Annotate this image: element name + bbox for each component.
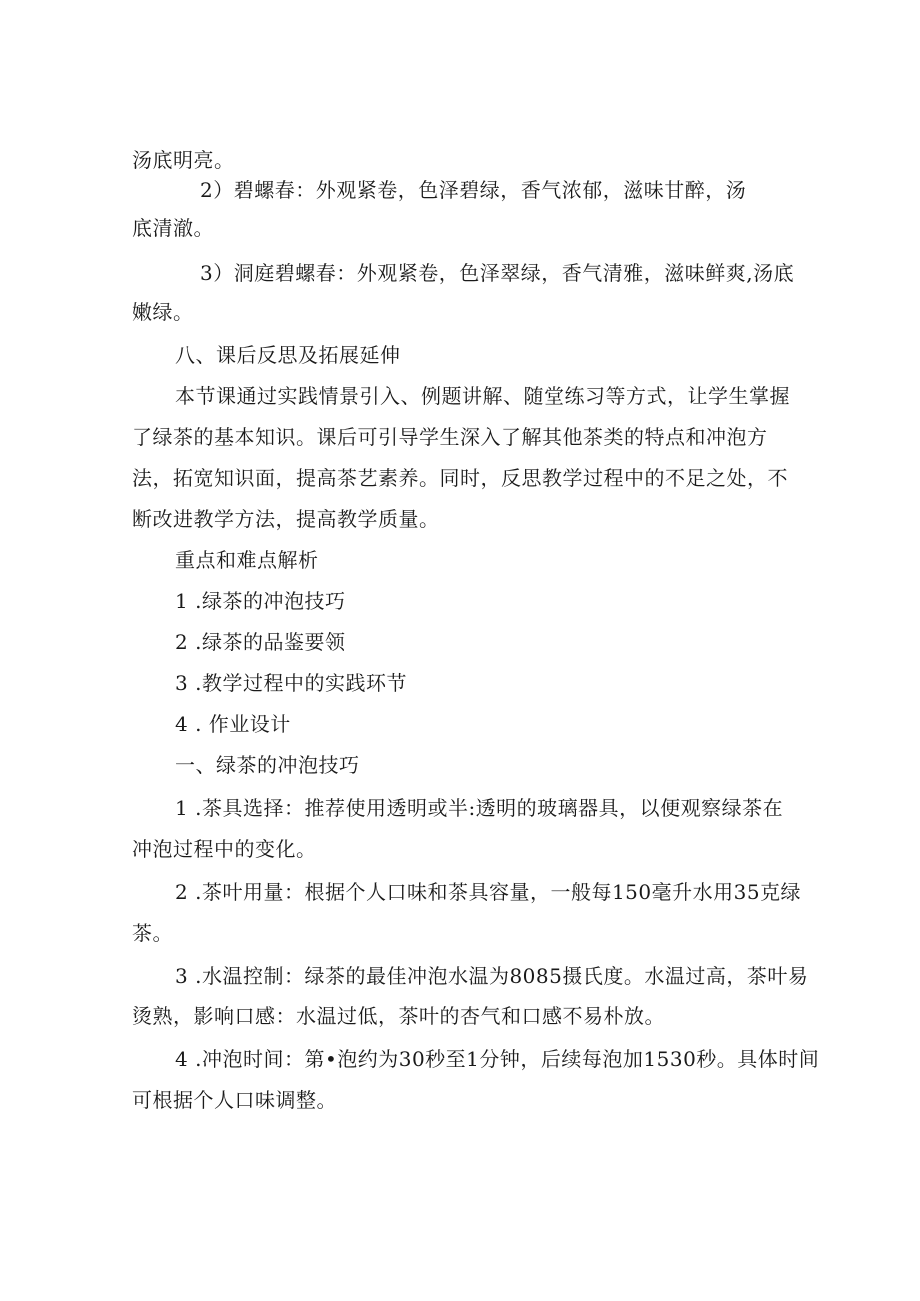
text-line: 法，拓宽知识面，提高茶艺素养。同时，反思教学过程中的不足之处，不 <box>132 466 788 490</box>
section-heading: 八、课后反思及拓展延伸 <box>175 343 401 367</box>
text-line: 可根据个人口味调整。 <box>132 1088 337 1112</box>
text-line: 汤底明亮。 <box>132 148 235 172</box>
text-line: 底清澈。 <box>132 216 214 240</box>
text-line: 茶。 <box>132 921 173 945</box>
list-item: 2 .绿茶的品鉴要领 <box>175 630 346 654</box>
text-line: 2）碧螺春：外观紧卷，色泽碧绿，香气浓郁，滋味甘醉，汤 <box>200 178 747 202</box>
text-line: 4 .冲泡时间：第•泡约为30秒至1分钟，后续每泡加1530秒。具体时间 <box>175 1047 820 1071</box>
text-line: 了绿茶的基本知识。课后可引导学生深入了解其他茶类的特点和冲泡方 <box>132 425 768 449</box>
text-line: 3 .水温控制：绿茶的最佳冲泡水温为8085摄氏度。水温过高，茶叶易 <box>175 964 809 988</box>
list-item: 4 . 作业设计 <box>175 712 291 736</box>
text-line: 断改进教学方法，提高教学质量。 <box>132 507 440 531</box>
text-line: 本节课通过实践情景引入、例题讲解、随堂练习等方式，让学生掌握 <box>175 384 790 408</box>
section-heading: 重点和难点解析 <box>175 548 319 572</box>
list-item: 1 .绿茶的冲泡技巧 <box>175 589 346 613</box>
text-line: 烫熟，影响口感：水温过低，茶叶的杏气和口感不易朴放。 <box>132 1004 665 1028</box>
list-item: 3 .教学过程中的实践环节 <box>175 671 407 695</box>
text-line: 2 .茶叶用量：根据个人口味和茶具容量，一般每150毫升水用35克绿 <box>175 880 802 904</box>
text-line: 1 .茶具选择：推荐使用透明或半:透明的玻璃器具，以便观察绿茶在 <box>175 796 784 820</box>
text-line: 冲泡过程中的变化。 <box>132 837 317 861</box>
text-line: 嫩绿。 <box>132 300 194 324</box>
text-line: 3）洞庭碧螺春：外观紧卷，色泽翠绿，香气清雅，滋味鲜爽,汤底 <box>200 261 795 285</box>
section-heading: 一、绿茶的冲泡技巧 <box>175 753 360 777</box>
